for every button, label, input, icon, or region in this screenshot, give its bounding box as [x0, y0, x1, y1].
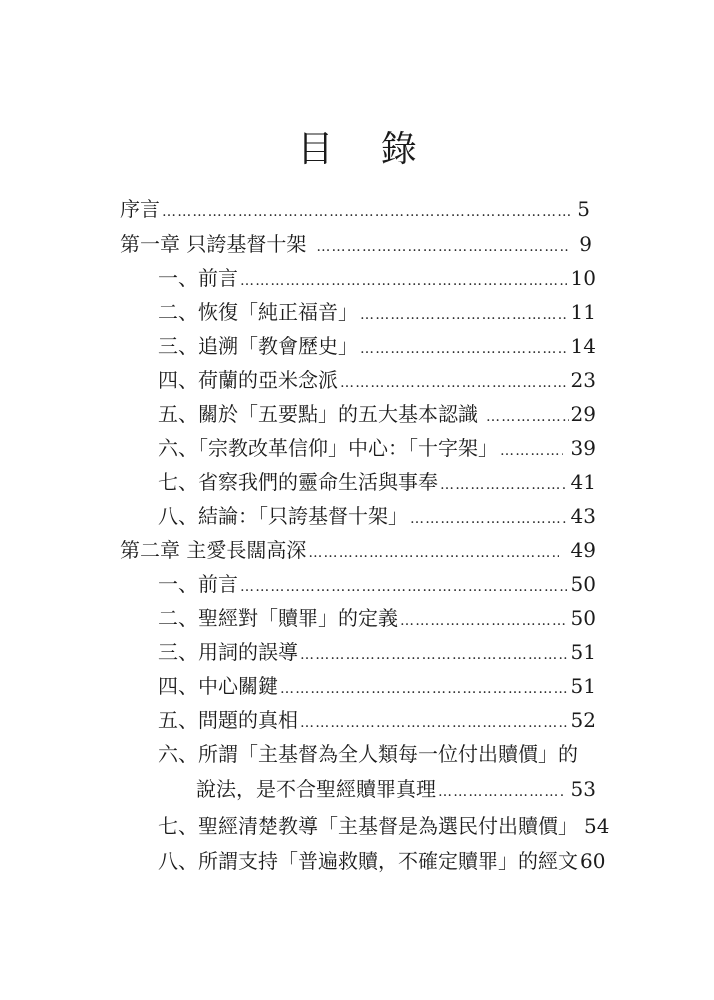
toc-entry [158, 261, 596, 295]
toc-entry-line [158, 737, 578, 771]
toc-entry [158, 465, 596, 499]
toc-entry [158, 431, 596, 465]
dot-leader [162, 195, 572, 229]
toc-entry-title: 一、前言 [158, 266, 238, 290]
toc-entry-page: 5 [577, 197, 590, 221]
toc-entry-page: 10 [570, 266, 596, 290]
toc-entry-title: 第二章 主愛長闊高深 [120, 538, 307, 562]
dot-leader [340, 366, 567, 400]
dot-leader [240, 570, 567, 604]
toc-entry [158, 844, 606, 878]
toc-entry-page: 51 [570, 674, 596, 698]
toc-entry-page: 50 [570, 606, 596, 630]
toc-entry-title: 三、用詞的誤導 [158, 640, 298, 664]
toc-entry-title: 二、恢復「純正福音」 [158, 300, 358, 324]
dot-leader [300, 706, 567, 740]
toc-entry-title: 六、「宗教改革信仰」中心：「十字架」 [158, 436, 498, 460]
toc-entry-page: 53 [570, 777, 596, 801]
dot-leader [486, 400, 569, 434]
toc-entry [158, 669, 596, 703]
toc-entry-page: 50 [570, 572, 596, 596]
toc-entry-title: 七、聖經清楚教導「主基督是為選民付出贖價」 [158, 814, 578, 838]
toc-entry-page: 52 [570, 708, 596, 732]
toc-entry [158, 499, 596, 533]
dot-leader [360, 332, 567, 366]
toc-entry-title: 序言 [120, 197, 160, 221]
toc-entry [158, 567, 596, 601]
dot-leader [360, 298, 567, 332]
dot-leader [400, 604, 567, 638]
toc-entry [158, 809, 610, 843]
dot-leader [240, 264, 567, 298]
toc-entry-title: 七、省察我們的靈命生活與事奉 [158, 470, 438, 494]
toc-entry [158, 601, 596, 635]
toc-entry [158, 703, 596, 737]
toc-entry-page: 49 [570, 538, 596, 562]
dot-leader [280, 672, 567, 706]
toc-entry [158, 329, 596, 363]
toc-entry [158, 397, 596, 431]
toc-entry [120, 533, 596, 567]
toc-entry-title: 四、中心關鍵 [158, 674, 278, 698]
toc-entry-page: 23 [570, 368, 596, 392]
toc-entry-title: 八、結論：「只誇基督十架」 [158, 504, 408, 528]
toc-entry-title: 五、關於「五要點」的五大基本認識 [158, 402, 478, 426]
toc-entry-page: 54 [584, 814, 610, 838]
toc-entry-title: 說法，是不合聖經贖罪真理 [196, 777, 436, 801]
toc-entry [196, 772, 596, 806]
toc-entry [120, 227, 592, 261]
toc-entry-page: 60 [580, 849, 606, 873]
toc-entry-title: 三、追溯「教會歷史」 [158, 334, 358, 358]
toc-entry [158, 363, 596, 397]
toc-entry-title: 四、荷蘭的亞米念派 [158, 368, 338, 392]
toc-entry-title: 第一章 只誇基督十架 [120, 232, 307, 256]
toc-entry-title: 五、問題的真相 [158, 708, 298, 732]
toc-entry-page: 9 [579, 232, 592, 256]
toc-entry [158, 295, 596, 329]
dot-leader [308, 536, 558, 570]
toc-entry-title: 八、所謂支持「普遍救贖，不確定贖罪」的經文 [158, 849, 578, 873]
toc-entry-page: 51 [570, 640, 596, 664]
toc-entry-title: 一、前言 [158, 572, 238, 596]
dot-leader [440, 468, 567, 502]
toc-entry-page: 39 [570, 436, 596, 460]
dot-leader [300, 638, 567, 672]
dot-leader [438, 775, 563, 809]
toc-entry-title: 六、所謂「主基督為全人類每一位付出贖價」的 [158, 742, 578, 766]
page-title: 目 錄 [297, 129, 435, 170]
toc-entry [158, 635, 596, 669]
dot-leader [410, 502, 567, 536]
toc-entry-page: 41 [570, 470, 596, 494]
toc-entry [120, 192, 590, 226]
dot-leader [500, 434, 563, 468]
toc-entry-page: 11 [570, 300, 596, 324]
toc-entry-page: 14 [570, 334, 596, 358]
toc-entry-page: 29 [570, 402, 596, 426]
dot-leader [316, 230, 568, 264]
toc-entry-title: 二、聖經對「贖罪」的定義 [158, 606, 398, 630]
toc-entry-page: 43 [570, 504, 596, 528]
